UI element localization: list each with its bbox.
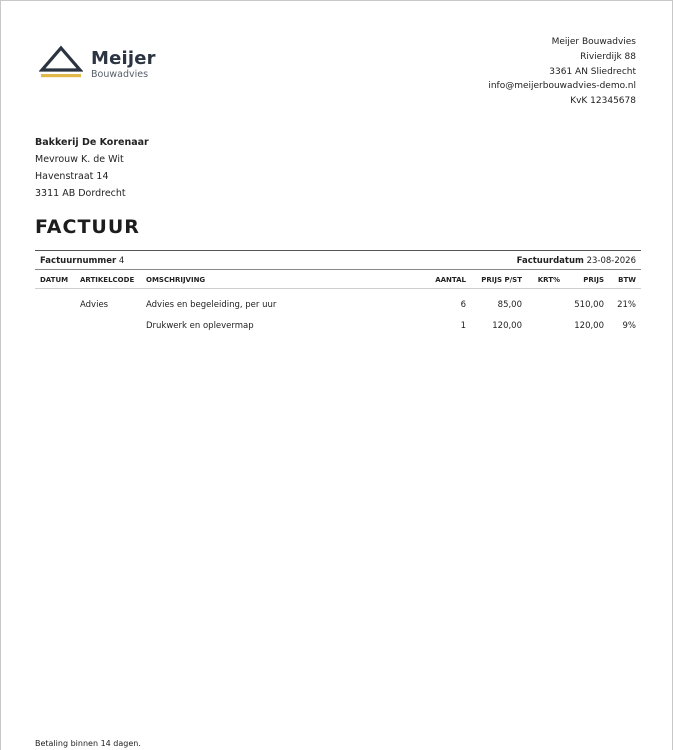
cell-btw: 9% (622, 320, 636, 331)
col-btw: BTW (609, 272, 641, 289)
recipient-company: Bakkerij De Korenaar (35, 137, 149, 148)
invoice-number-value: 4 (118, 256, 125, 266)
cell-omschrijving: Drukwerk en oplevermap (146, 320, 254, 331)
table-row (35, 289, 641, 316)
col-prijs: PRIJS (565, 272, 609, 289)
sender-company: Meijer Bouwadvies (551, 37, 636, 47)
payment-terms: Betaling binnen 14 dagen. (35, 739, 141, 748)
cell-aantal: 1 (460, 320, 466, 331)
sender-city: 3361 AN Sliedrecht (549, 66, 636, 77)
logo-name: Meijer (91, 48, 156, 69)
recipient-address (35, 134, 149, 202)
cell-krt (527, 289, 565, 316)
cell-prijs: 120,00 (574, 320, 604, 331)
cell-prijs-pst: 85,00 (497, 299, 522, 310)
cell-prijs: 510,00 (574, 299, 604, 310)
cell-omschrijving: Advies en begeleiding, per uur (146, 299, 277, 310)
invoice-meta-bar (35, 250, 641, 270)
cell-datum (35, 289, 75, 316)
cell-datum (35, 315, 75, 336)
invoice-date-value: 23-08-2026 (586, 256, 636, 266)
cell-artikelcode: Advies (80, 299, 109, 310)
cell-aantal: 6 (460, 299, 466, 310)
logo-subtitle: Bouwadvies (91, 69, 149, 80)
invoice-number-label: Factuurnummer (40, 256, 117, 266)
sender-street: Rivierdijk 88 (580, 51, 636, 62)
document-title: FACTUUR (35, 216, 140, 238)
cell-krt (527, 315, 565, 336)
recipient-street: Havenstraat 14 (35, 171, 109, 182)
sender-email: info@meijerbouwadvies-demo.nl (488, 81, 636, 92)
invoice-number (40, 256, 124, 266)
col-artikelcode: ARTIKELCODE (75, 272, 141, 289)
col-datum: DATUM (35, 272, 75, 289)
cell-artikelcode (75, 315, 141, 336)
house-roof-icon (39, 45, 83, 79)
sender-kvk: KvK 12345678 (570, 96, 636, 107)
invoice-date-label: Factuurdatum (516, 256, 584, 266)
col-prijs-pst: PRIJS P/ST (471, 272, 527, 289)
sender-address (488, 35, 636, 109)
invoice-date (517, 256, 636, 266)
table-row (35, 315, 641, 336)
company-logo (39, 45, 156, 81)
recipient-city: 3311 AB Dordrecht (35, 188, 126, 199)
invoice-items-table (35, 272, 641, 336)
col-omschrijving: OMSCHRIJVING (141, 272, 421, 289)
cell-btw: 21% (617, 299, 636, 310)
col-krt: KRT% (527, 272, 565, 289)
col-aantal: AANTAL (421, 272, 471, 289)
table-header-row (35, 272, 641, 289)
cell-prijs-pst: 120,00 (492, 320, 522, 331)
recipient-contact: Mevrouw K. de Wit (35, 154, 124, 165)
